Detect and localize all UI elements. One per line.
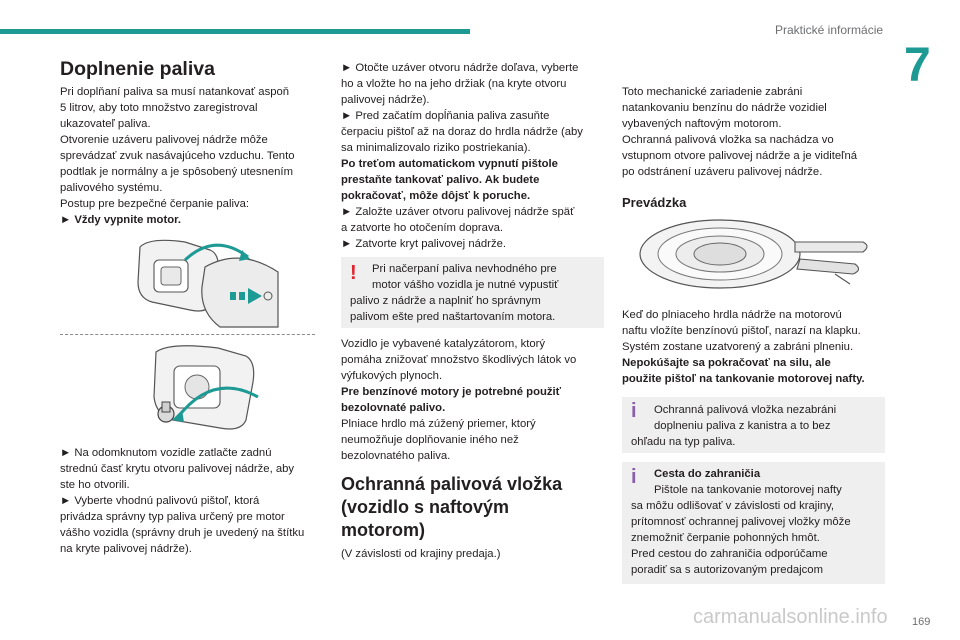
divider xyxy=(60,334,315,335)
text-line: Nepokúšajte sa pokračovať na silu, ale xyxy=(622,357,831,369)
text-line: neumožňuje doplňovanie iného než xyxy=(341,434,519,446)
warning-line: palivom ešte pred naštartovaním motora. xyxy=(350,311,556,323)
text-line: použite pištoľ na tankovanie motorovej nafty. xyxy=(622,373,865,385)
step-engine-off: ► Vždy vypnite motor. xyxy=(60,214,182,226)
info-line: Pištole na tankovanie motorovej nafty xyxy=(654,484,842,496)
text-line: a zatvorte ho otočením doprava. xyxy=(341,222,504,234)
text-line: Pri doplňaní paliva sa musí natankovať aspoň xyxy=(60,86,290,98)
info-line: prítomnosť ochrannej palivovej vložky môže xyxy=(631,516,851,528)
text-line: bezolovnatého paliva. xyxy=(341,450,451,462)
text-line: sprevádzať zvuk nasávajúceho vzduchu. Tento xyxy=(60,150,295,162)
info-icon: i xyxy=(631,400,637,422)
text-line: strednú časť krytu otvoru palivovej nádrže, aby xyxy=(60,463,295,475)
info-line: sa môžu odlišovať v závislosti od krajiny, xyxy=(631,500,835,512)
text-line: ► Zatvorte kryt palivovej nádrže. xyxy=(341,238,507,250)
info-title: Cesta do zahraničia xyxy=(654,468,761,480)
text-line: vášho vozidla (správny druh je uvedený na štítku xyxy=(60,527,305,539)
text-line: ► Na odomknutom vozidle zatlačte zadnú xyxy=(60,447,272,459)
text-line: podtlak je normálny a je spôsobený utesnením xyxy=(60,166,293,178)
text-line: Plniace hrdlo má zúžený priemer, ktorý xyxy=(341,418,536,430)
text-line: ste ho otvorili. xyxy=(60,479,130,491)
misfuel-device-illustration xyxy=(625,214,875,294)
text-line: Postup pre bezpečné čerpanie paliva: xyxy=(60,198,250,210)
text-line: po odstránení uzáveru palivovej nádrže. xyxy=(622,166,823,178)
text-line: Pre benzínové motory je potrebné použiť xyxy=(341,386,562,398)
section-heading: (vozidlo s naftovým xyxy=(341,497,510,517)
warning-line: Pri načerpaní paliva nevhodného pre xyxy=(372,263,557,275)
fuel-flap-illustration xyxy=(130,232,280,332)
warning-line: motor vášho vozidla je nutné vypustiť xyxy=(372,279,559,291)
warning-icon: ! xyxy=(350,262,357,284)
text-line: ► Pred začatím dopĺňania paliva zasuňte xyxy=(341,110,550,122)
text-line: pokračovať, môže dôjsť k poruche. xyxy=(341,190,531,202)
info-line: Ochranná palivová vložka nezabráni xyxy=(654,404,837,416)
text-line: naftu vložíte benzínovú pištoľ, narazí na klapku. xyxy=(622,325,861,337)
text-line: pomáha znižovať množstvo škodlivých látok vo xyxy=(341,354,577,366)
text-line: Otvorenie uzáveru palivovej nádrže môže xyxy=(60,134,268,146)
page-number: 169 xyxy=(912,616,931,628)
text-line: bezolovnaté palivo. xyxy=(341,402,446,414)
section-heading: motorom) xyxy=(341,520,425,540)
section-title: Praktické informácie xyxy=(775,23,884,37)
text-line: na kryte palivovej nádrže). xyxy=(60,543,192,555)
info-line: doplneniu paliva z kanistra a to bez xyxy=(654,420,831,432)
text-line: ► Založte uzáver otvoru palivovej nádrže späť xyxy=(341,206,575,218)
text-line: palivovej nádrže). xyxy=(341,94,430,106)
warning-line: palivo z nádrže a naplniť ho správnym xyxy=(350,295,541,307)
info-line: poradiť sa s autorizovaným predajcom xyxy=(631,564,823,576)
country-note: (V závislosti od krajiny predaja.) xyxy=(341,548,501,560)
text-line: privádza správny typ paliva určený pre motor xyxy=(60,511,285,523)
text-line: ukazovateľ paliva. xyxy=(60,118,151,130)
text-line: Ochranná palivová vložka sa nachádza vo xyxy=(622,134,834,146)
watermark: carmanualsonline.info xyxy=(693,606,888,628)
info-line: znemožniť čerpanie pohonných hmôt. xyxy=(631,532,820,544)
info-line: Pred cestou do zahraničia odporúčame xyxy=(631,548,828,560)
info-line: ohľadu na typ paliva. xyxy=(631,436,736,448)
text-line: výfukových plynoch. xyxy=(341,370,443,382)
text-line: Vozidlo je vybavené katalyzátorom, ktorý xyxy=(341,338,546,350)
text-line: ► Otočte uzáver otvoru nádrže doľava, vyberte xyxy=(341,62,579,74)
text-line: Toto mechanické zariadenie zabráni xyxy=(622,86,803,98)
section-heading: Ochranná palivová vložka xyxy=(341,474,563,494)
text-line: vstupnom otvore palivovej nádrže a je viditeľná xyxy=(622,150,858,162)
text-line: natankovaniu benzínu do nádrže vozidiel xyxy=(622,102,827,114)
text-line: ► Vyberte vhodnú palivovú pištoľ, ktorá xyxy=(60,495,260,507)
text-line: sa minimalizovalo riziko postriekania). xyxy=(341,142,531,154)
text-line: čerpaciu pištoľ až na doraz do hrdla nádrže (aby xyxy=(341,126,583,138)
subheading: Prevádzka xyxy=(622,195,687,210)
text-line: Systém zostane uzatvorený a zabráni plneniu. xyxy=(622,341,854,353)
text-line: Keď do plniaceho hrdla nádrže na motorovú xyxy=(622,309,842,321)
fuel-cap-illustration xyxy=(148,342,278,437)
text-line: Po treťom automatickom vypnutí pištole xyxy=(341,158,558,170)
text-line: vybavených naftovým motorom. xyxy=(622,118,782,130)
info-icon: i xyxy=(631,466,637,488)
page-title: Doplnenie paliva xyxy=(60,58,215,80)
chapter-number: 7 xyxy=(904,39,931,92)
header-accent-bar xyxy=(0,29,470,34)
text-line: palivového systému. xyxy=(60,182,163,194)
text-line: 5 litrov, aby toto množstvo zaregistroval xyxy=(60,102,258,114)
text-line: ho a vložte ho na jeho držiak (na kryte otvoru xyxy=(341,78,567,90)
text-line: prestaňte tankovať palivo. Ak budete xyxy=(341,174,540,186)
